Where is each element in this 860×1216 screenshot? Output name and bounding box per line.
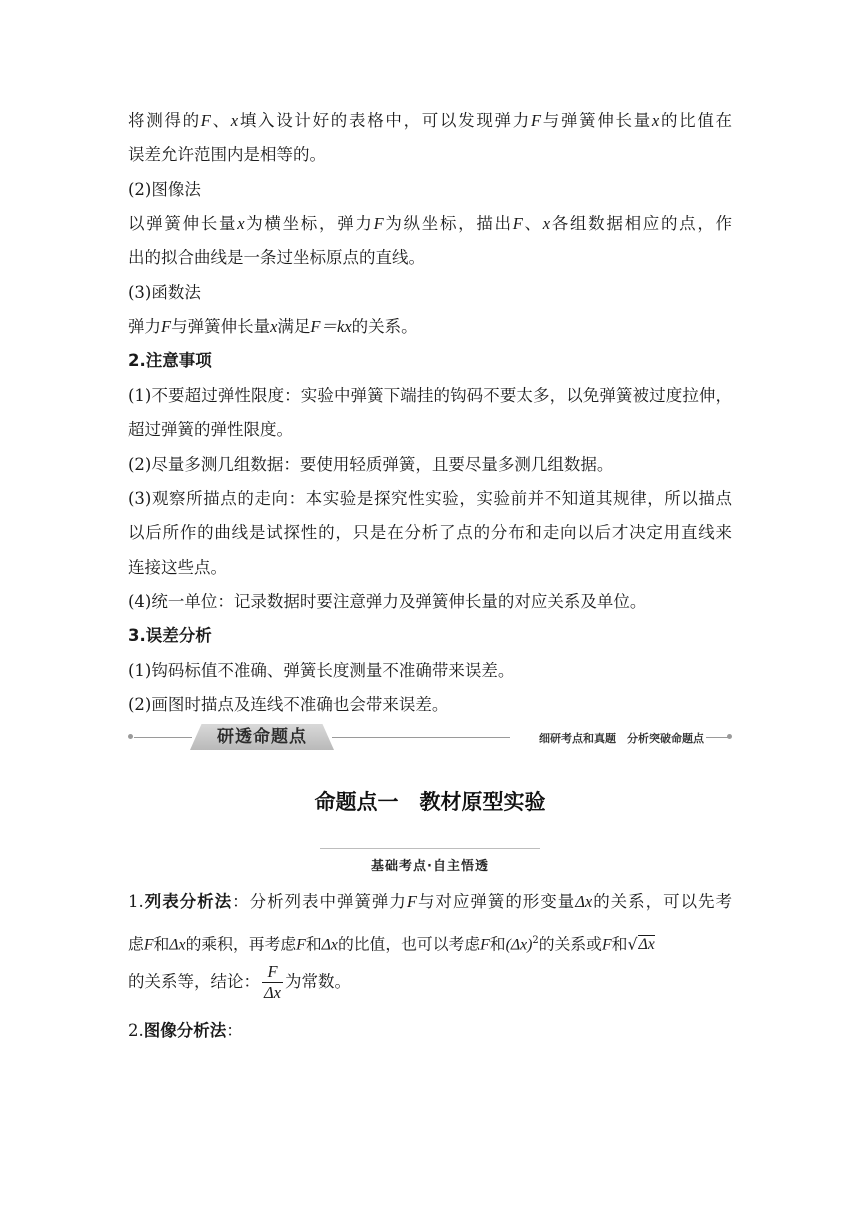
var-F: F bbox=[480, 936, 490, 954]
var-F: F bbox=[161, 317, 172, 336]
text: 为纵坐标，描出 bbox=[383, 214, 513, 233]
var-x: x bbox=[270, 317, 278, 336]
banner-right-text: 细研考点和真题 分析突破命题点 bbox=[539, 732, 704, 745]
var-delta-x: Δx bbox=[575, 892, 593, 911]
banner-rule-right bbox=[706, 737, 728, 738]
text: 与对应弹簧的形变量 bbox=[416, 892, 576, 911]
superscript: 2 bbox=[532, 935, 539, 946]
var-F: F bbox=[530, 111, 542, 130]
var-x: x bbox=[542, 214, 551, 233]
text: 2. bbox=[128, 1021, 144, 1040]
var-delta-x: Δx bbox=[169, 936, 186, 954]
note-4: (4)统一单位：记录数据时要注意弹力及弹簧伸长量的对应关系及单位。 bbox=[128, 592, 647, 611]
table-analysis-line1 bbox=[128, 891, 732, 913]
method-graph-title: (2)图像法 bbox=[128, 180, 201, 199]
text: ： bbox=[226, 1021, 243, 1040]
subheading-rule bbox=[320, 848, 540, 849]
section-title-notes: 2.注意事项 bbox=[128, 351, 212, 370]
text: 、 bbox=[210, 111, 231, 130]
note-3-line1: (3)观察所描点的走向：本实验是探究性实验，实验前并不知道其规律，所以描点 bbox=[128, 489, 732, 508]
table-analysis-line2 bbox=[128, 930, 732, 956]
graph-analysis-title bbox=[128, 1020, 732, 1042]
fraction-denominator: Δx bbox=[264, 983, 282, 1002]
banner-label: 研透命题点 bbox=[217, 727, 307, 747]
sqrt-sign: √ bbox=[627, 934, 638, 954]
text: 的关系或 bbox=[538, 934, 602, 954]
var-x: x bbox=[651, 111, 660, 130]
banner-rule-left bbox=[134, 737, 192, 738]
text: 以弹簧伸长量 bbox=[128, 214, 238, 233]
text: 和 bbox=[611, 934, 628, 954]
formula: F＝kx bbox=[310, 317, 352, 336]
text: 的乘积，再考虑 bbox=[185, 934, 297, 954]
fraction bbox=[262, 962, 283, 1003]
var-F: F bbox=[143, 936, 154, 954]
text: 1. bbox=[128, 892, 144, 911]
var-F: F bbox=[512, 214, 523, 233]
paragraph-function bbox=[128, 316, 732, 338]
text: 为横坐标，弹力 bbox=[244, 214, 374, 233]
term-label: 图像分析法 bbox=[143, 1021, 227, 1040]
text: 的比值，也可以考虑 bbox=[337, 934, 481, 954]
paragraph-graph-line2: 出的拟合曲线是一条过坐标原点的直线。 bbox=[128, 248, 425, 267]
text: 为常数。 bbox=[285, 972, 352, 991]
var-F: F bbox=[373, 214, 384, 233]
text: 的关系，可以先考 bbox=[592, 892, 733, 911]
section-title-error: 3.误差分析 bbox=[128, 626, 212, 645]
paragraph-graph-line1 bbox=[128, 213, 732, 235]
paragraph-list-method-line2: 误差允许范围内是相等的。 bbox=[128, 145, 326, 164]
banner-rule-middle bbox=[332, 737, 510, 738]
var-x: x bbox=[230, 111, 239, 130]
text: 满足 bbox=[277, 317, 311, 336]
sqrt-argument: Δx bbox=[638, 936, 655, 954]
note-2: (2)尽量多测几组数据：要使用轻质弹簧，且要尽量多测几组数据。 bbox=[128, 455, 614, 474]
error-1: (1)钩码标值不准确、弹簧长度测量不准确带来误差。 bbox=[128, 661, 515, 680]
var-F: F bbox=[200, 111, 211, 130]
subheading bbox=[320, 848, 540, 878]
page-title: 命题点一 教材原型实验 bbox=[314, 790, 546, 814]
text: 填入设计好的表格中，可以发现弹力 bbox=[238, 111, 531, 130]
text: 和 bbox=[305, 934, 322, 954]
var-F: F bbox=[296, 936, 306, 954]
var-F: F bbox=[406, 892, 417, 911]
text: 的关系等，结论： bbox=[128, 972, 260, 991]
var-F: F bbox=[601, 936, 612, 954]
text: 与弹簧伸长量 bbox=[541, 111, 652, 130]
fraction-numerator: F bbox=[262, 962, 283, 983]
note-1-line1: (1)不要超过弹性限度：实验中弹簧下端挂的钩码不要太多，以免弹簧被过度拉伸， bbox=[128, 386, 732, 405]
paragraph-list-method-line1 bbox=[128, 110, 732, 132]
table-analysis-line3 bbox=[128, 960, 732, 1004]
text: 的比值在 bbox=[659, 111, 733, 130]
text: 和 bbox=[489, 934, 506, 954]
squared-term: (Δx) bbox=[505, 936, 533, 954]
text: 将测得的 bbox=[128, 111, 201, 130]
text: 的关系。 bbox=[351, 317, 418, 336]
error-2: (2)画图时描点及连线不准确也会带来误差。 bbox=[128, 695, 449, 714]
note-3-line2: 以后所作的曲线是试探性的，只是在分析了点的分布和走向以后才决定用直线来 bbox=[128, 523, 732, 542]
text: 弹力 bbox=[128, 317, 161, 336]
text: 和 bbox=[153, 934, 170, 954]
text: ： bbox=[232, 892, 250, 911]
subheading-label: 基础考点·自主悟透 bbox=[371, 859, 489, 874]
section-banner bbox=[128, 722, 732, 752]
banner-dot-right bbox=[727, 734, 732, 739]
term-label: 列表分析法 bbox=[143, 892, 233, 911]
text: 与弹簧伸长量 bbox=[171, 317, 271, 336]
text: 、 bbox=[522, 214, 543, 233]
note-3-line3: 连接这些点。 bbox=[128, 558, 227, 577]
text: 虑 bbox=[128, 934, 144, 954]
var-delta-x: Δx bbox=[321, 936, 338, 954]
banner-dot-left bbox=[128, 734, 133, 739]
var-x: x bbox=[237, 214, 245, 233]
text: 各组数据相应的点，作 bbox=[550, 214, 733, 233]
method-function-title: (3)函数法 bbox=[128, 283, 201, 302]
note-1-line2: 超过弹簧的弹性限度。 bbox=[128, 420, 293, 439]
text: 分析列表中弹簧弹力 bbox=[249, 892, 407, 911]
